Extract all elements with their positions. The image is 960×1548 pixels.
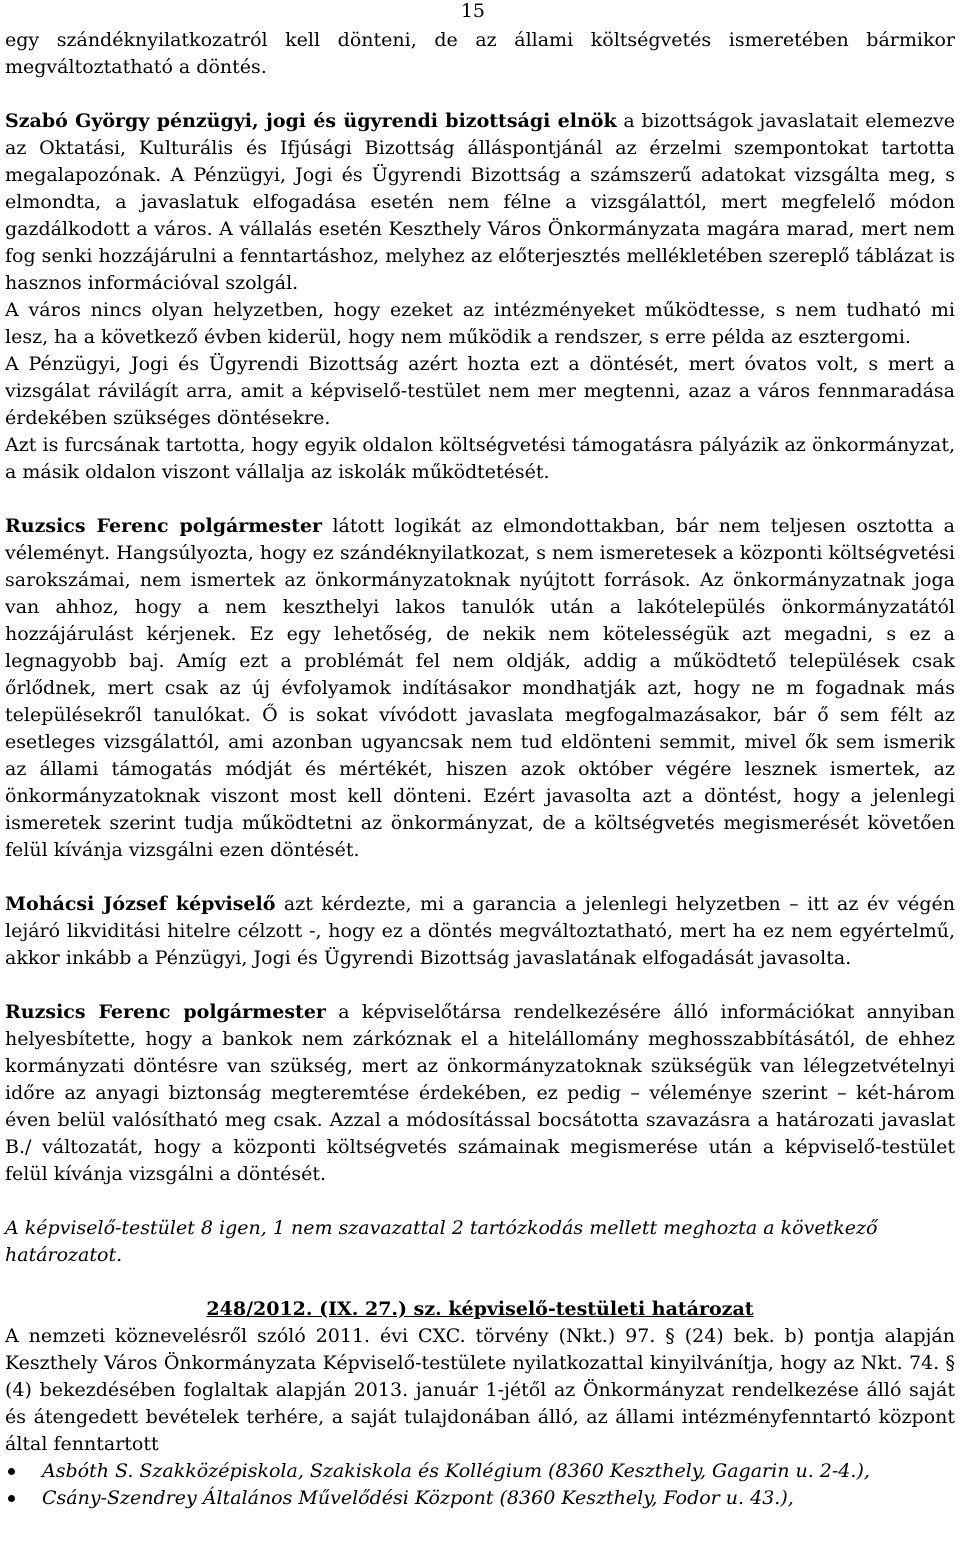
paragraph-text: a bizottságok javaslatait elemezve az Oktatási, Kulturális és Ifjúsági Bizottság álláspontjánál az érzelmi szempontokat tartotta megalapozónak. A Pénzügyi, Jogi és Ügyrendi Bizottság a számszerű adatokat vizsgálta meg, s elmondta, a javaslatuk elfogadása esetén nem félne a vizsgálattól, mert megfelelő módon gazdálkodott a város. A vállalás esetén Keszthely Város Önkormányzata magára marad, mert nem fog senki hozzájárulni a fenntartáshoz, melyhez az előterjesztés mellékletében szereplő táblázat is hasznos információval szolgál.	[5, 110, 956, 294]
speaker-name: Mohácsi József képviselő	[5, 893, 276, 915]
page-number: 15	[460, 0, 485, 22]
speaker-name: Ruzsics Ferenc polgármester	[5, 515, 323, 537]
paragraph-ruzsics-1	[5, 513, 955, 864]
paragraph-mohacsi	[5, 891, 955, 972]
document-page	[5, 0, 955, 1512]
paragraph-bizottsag: A Pénzügyi, Jogi és Ügyrendi Bizottság azért hozta ezt a döntését, mert óvatos volt, s mert a vizsgálat rávilágít arra, amit a képviselő-testület nem mer megtenni, azaz a város fennmaradása érdekében szükséges döntésekre.	[5, 353, 955, 429]
resolution-title: 248/2012. (IX. 27.) sz. képviselő-testületi határozat	[206, 1298, 754, 1320]
speaker-name: Ruzsics Ferenc polgármester	[5, 1001, 326, 1023]
vote-result: A képviselő-testület 8 igen, 1 nem szavazattal 2 tartózkodás mellett meghozta a következő határozatot.	[5, 1217, 878, 1266]
paragraph-szabo	[5, 108, 955, 297]
paragraph-text: a képviselőtársa rendelkezésére álló információkat annyiban helyesbítette, hogy a bankok nem zárkóznak el a hitelállomány meghosszabbításától, de ehhez kormányzati döntésre van szükség, mert az önkormányzatoknak szükségük van lélegzetvételnyi időre az anyagi biztonság megteremtése érdekében, ez pedig – véleménye szerint – két-három éven belül valósítható meg csak. Azzal a módosítással bocsátotta szavazásra a határozati javaslat B./ változatát, hogy a központi költségvetés számainak megismerése után a képviselő-testület felül kívánja vizsgálni a döntését.	[5, 1001, 955, 1185]
paragraph-varos: A város nincs olyan helyzetben, hogy ezeket az intézményeket működtesse, s nem tudható mi lesz, ha a következő évben kiderül, hogy nem működik a rendszer, s erre példa az esztergomi.	[5, 299, 955, 348]
list-item: Csány-Szendrey Általános Művelődési Központ (8360 Keszthely, Fodor u. 43.),	[42, 1485, 955, 1512]
list-item: Asbóth S. Szakközépiskola, Szakiskola és Kollégium (8360 Keszthely, Gagarin u. 2-4.),	[42, 1458, 955, 1485]
paragraph-furcsa: Azt is furcsának tartotta, hogy egyik oldalon költségvetési támogatásra pályázik az önkormányzat, a másik oldalon viszont vállalja az iskolák működtetését.	[5, 434, 955, 483]
paragraph-text: látott logikát az elmondottakban, bár nem teljesen osztotta a véleményt. Hangsúlyozta, hogy ez szándéknyilatkozat, s nem ismeretesek a központi költségvetési sarokszámai, nem ismertek az önkormányzatoknak nyújtott források. Az önkormányzatnak joga van ahhoz, hogy a nem keszthelyi lakos tanulók után a lakótelepülés önkormányzatától hozzájárulást kérjenek. Ez egy lehetőség, de nekik nem kötelességük azt megadni, s ez a legnagyobb baj. Amíg ezt a problémát fel nem oldják, addig a működtető települések csak őrlődnek, mert csak az új évfolyamok indításakor mondhatják azt, hogy ne m fogadnak más településekről tanulókat. Ő is sokat vívódott javaslata megfogalmazásakor, bár ő sem félt az esetleges vizsgálattól, ami azonban ugyancsak nem tud eldönteni semmit, mivel ők sem ismerik az állami támogatás módját és mértékét, hiszen azok október végére lesznek ismertek, az önkormányzatoknak viszont most kell dönteni. Ezért javasolta azt a döntést, hogy a jelenlegi ismeretek szerint tudja működtetni az önkormányzat, de a költségvetés megismerését követően felül kívánja vizsgálni ezen döntését.	[5, 515, 955, 861]
resolution-text: A nemzeti köznevelésről szóló 2011. évi CXC. törvény (Nkt.) 97. § (24) bek. b) pontja alapján Keszthely Város Önkormányzata Képviselő-testülete nyilatkozattal kinyilvánítja, hogy az Nkt. 74. § (4) bekezdésében foglaltak alapján 2013. január 1-jétől az Önkormányzat rendelkezése álló saját és átengedett bevételek terhére, a saját tulajdonában álló, az állami intézményfenntartó központ által fenntartott	[5, 1325, 955, 1455]
paragraph-ruzsics-2	[5, 999, 955, 1188]
speaker-name: Szabó György pénzügyi, jogi és ügyrendi bizottsági elnök	[5, 110, 617, 132]
paragraph-intro: egy szándéknyilatkozatról kell dönteni, de az állami költségvetés ismeretében bármikor megváltoztatható a döntés.	[5, 29, 955, 78]
institution-list	[5, 1458, 955, 1512]
paragraph-text: azt kérdezte, mi a garancia a jelenlegi helyzetben – itt az év végén lejáró likviditási hitelre célzott -, hogy ez a döntés megváltoztatható, mert ha ez nem egyértelmű, akkor inkább a Pénzügyi, Jogi és Ügyrendi Bizottság javaslatának elfogadását javasolta.	[5, 893, 955, 969]
